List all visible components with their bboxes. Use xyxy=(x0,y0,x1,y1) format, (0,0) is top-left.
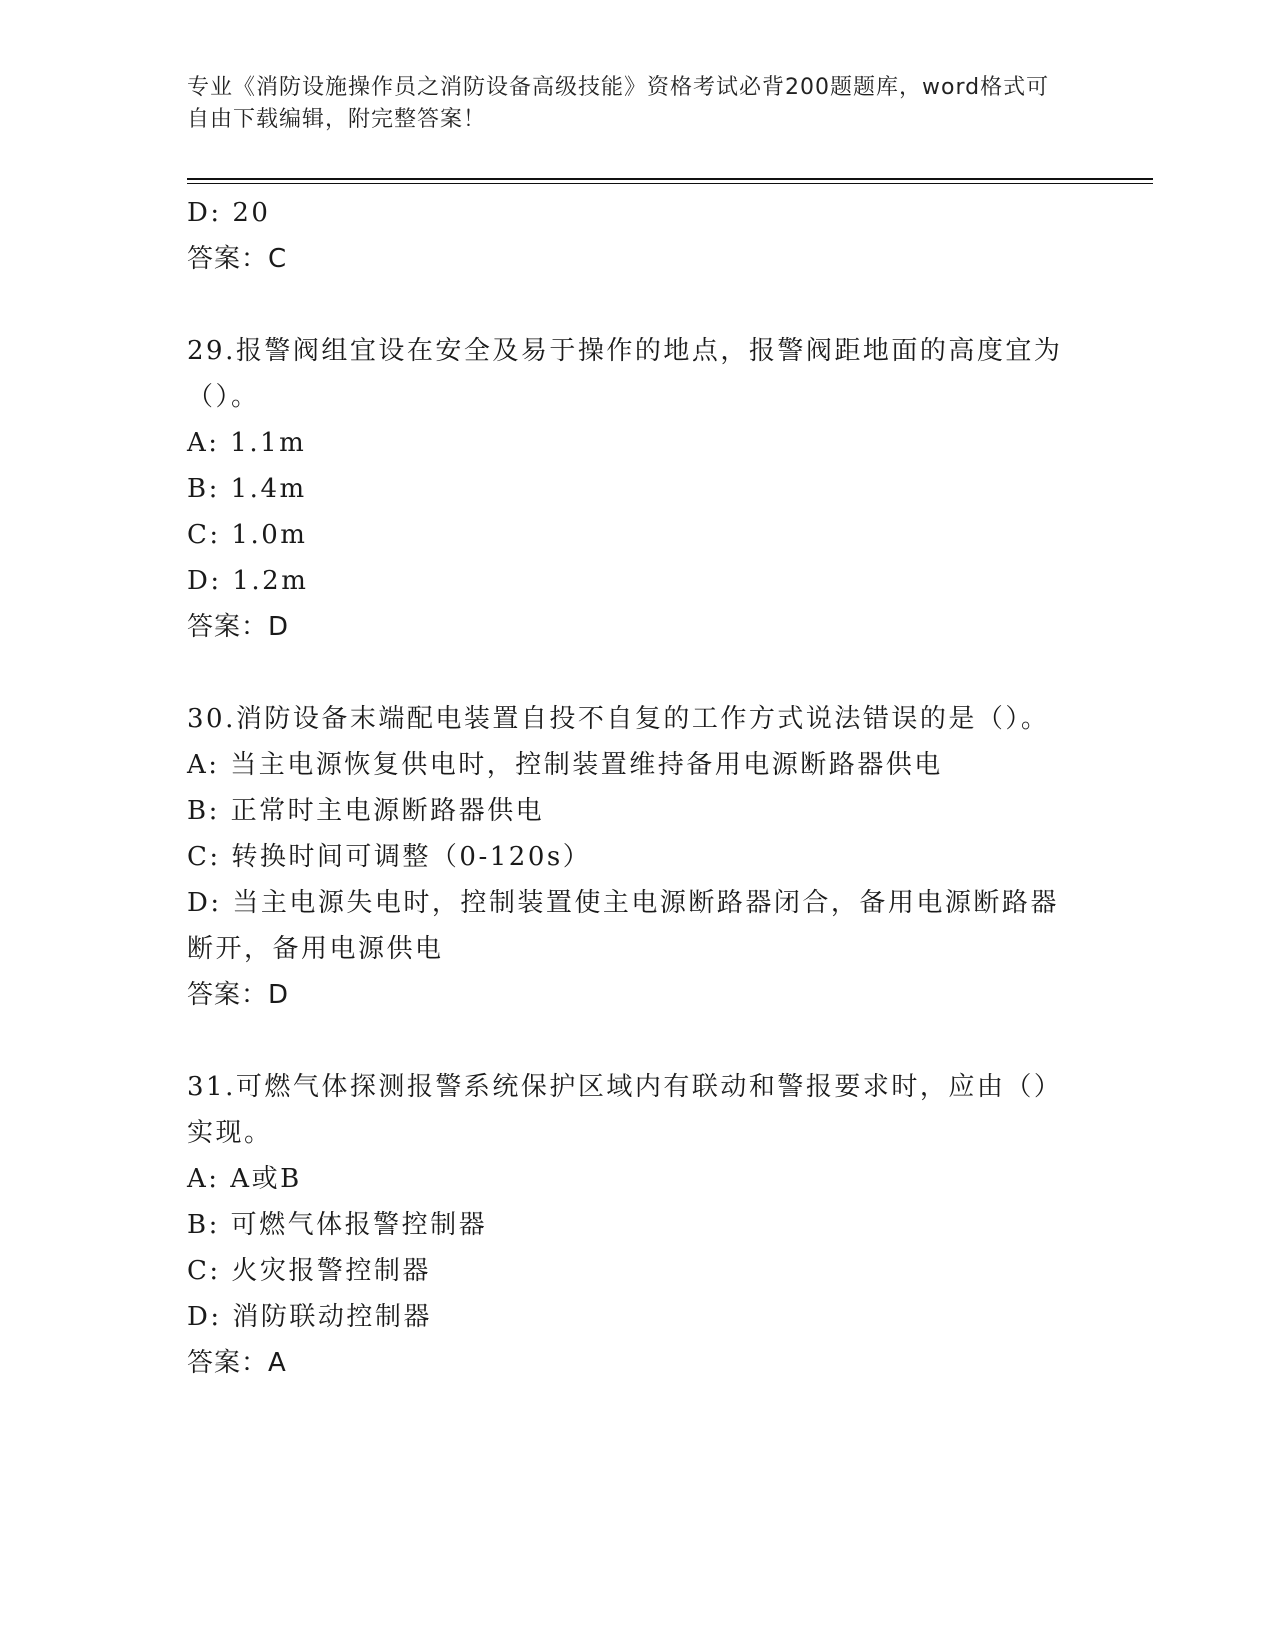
document-header xyxy=(187,72,1067,136)
answer: 答案：D xyxy=(187,612,290,642)
option-c: C: 1.0m xyxy=(187,520,308,550)
question-29 xyxy=(187,328,1087,650)
option-d: D: 当主电源失电时，控制装置使主电源断路器闭合，备用电源断路器断开，备用电源供电 xyxy=(187,888,1059,964)
option-b: B: 可燃气体报警控制器 xyxy=(187,1210,488,1240)
option-b: B: 正常时主电源断路器供电 xyxy=(187,796,545,826)
previous-option-d: D: 20 xyxy=(187,198,271,228)
question-30 xyxy=(187,696,1087,1018)
option-d: D: 消防联动控制器 xyxy=(187,1302,432,1332)
option-c: C: 转换时间可调整（0-120s） xyxy=(187,842,592,872)
question-stem: 29.报警阀组宜设在安全及易于操作的地点，报警阀距地面的高度宜为（）。 xyxy=(187,336,1063,412)
question-list xyxy=(187,190,1087,1432)
option-a: A: 当主电源恢复供电时，控制装置维持备用电源断路器供电 xyxy=(187,750,943,780)
option-b: B: 1.4m xyxy=(187,474,307,504)
header-divider-thin xyxy=(187,183,1153,184)
header-divider-thick xyxy=(187,178,1153,180)
option-c: C: 火灾报警控制器 xyxy=(187,1256,431,1286)
option-a: A: A或B xyxy=(187,1164,302,1194)
header-title: 专业《消防设施操作员之消防设备高级技能》资格考试必背200题题库，word格式可自由下载编辑，附完整答案！ xyxy=(187,75,1050,132)
question-stem: 30.消防设备末端配电装置自投不自复的工作方式说法错误的是（）。 xyxy=(187,704,1050,734)
question-stem: 31.可燃气体探测报警系统保护区域内有联动和警报要求时，应由（）实现。 xyxy=(187,1072,1063,1148)
option-d: D: 1.2m xyxy=(187,566,309,596)
question-31 xyxy=(187,1064,1087,1386)
answer: 答案：A xyxy=(187,1348,287,1378)
answer: 答案：D xyxy=(187,980,290,1010)
previous-answer: 答案：C xyxy=(187,244,288,274)
option-a: A: 1.1m xyxy=(187,428,307,458)
